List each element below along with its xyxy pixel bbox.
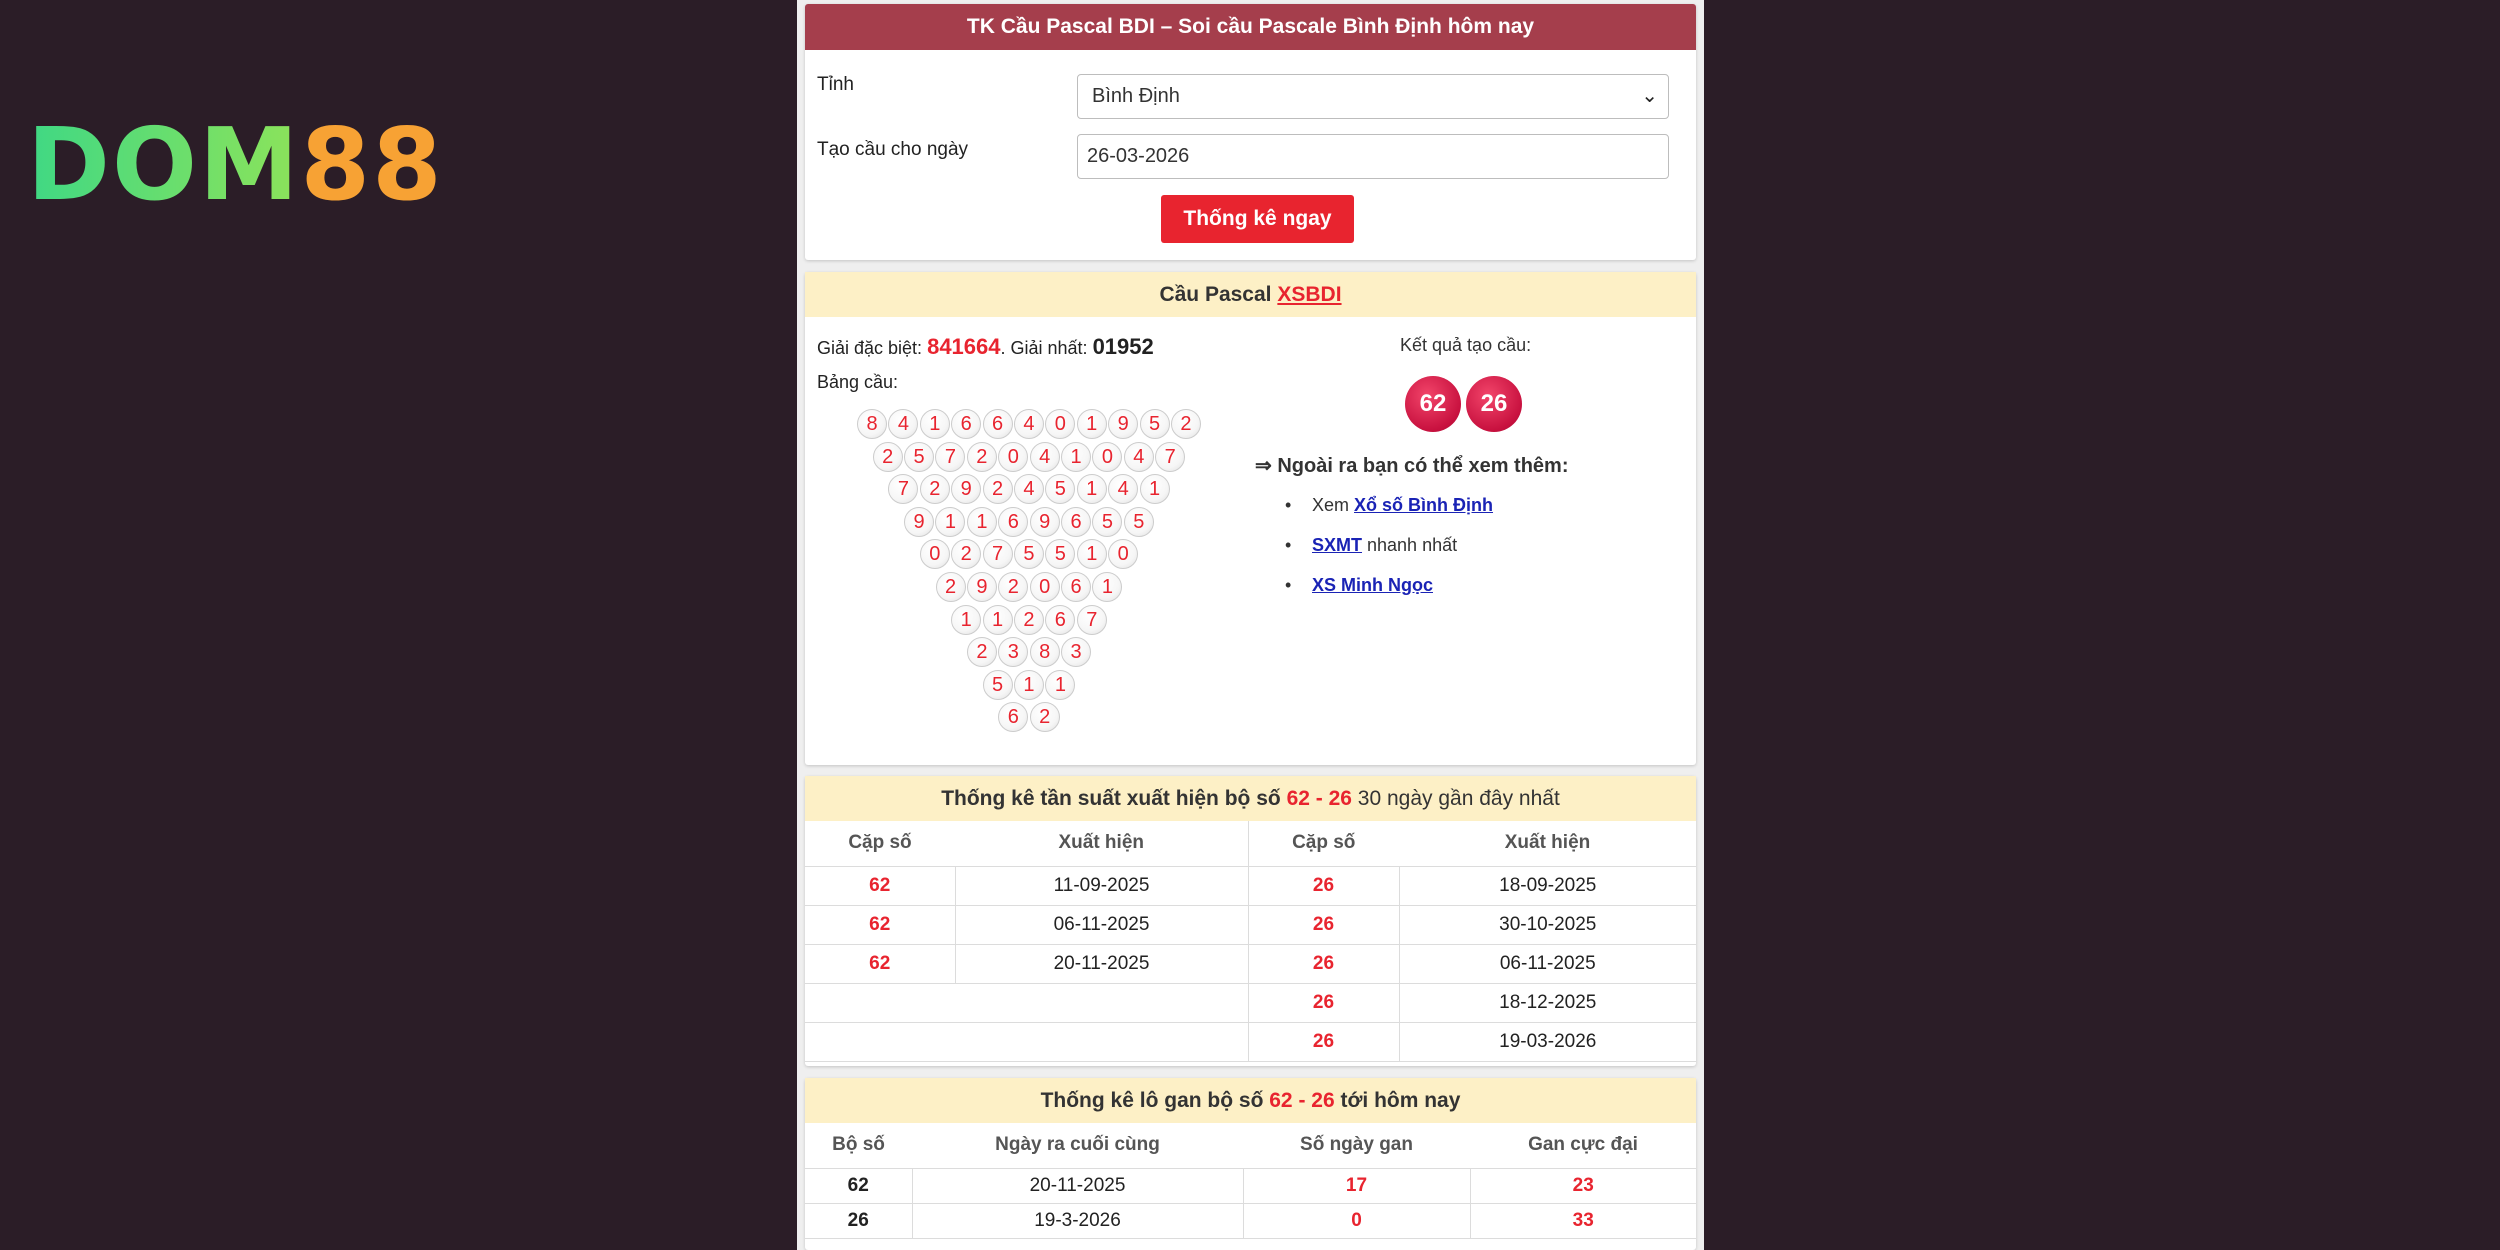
triangle-ball: 5 [1140, 409, 1170, 439]
pair-cell: 26 [1248, 1022, 1399, 1061]
triangle-row [873, 442, 1187, 472]
triangle-ball: 1 [983, 605, 1013, 635]
triangle-ball: 6 [983, 409, 1013, 439]
column-header: Xuất hiện [955, 821, 1248, 866]
gan-days-cell: 0 [1243, 1203, 1470, 1238]
more-title: ⇒ Ngoài ra bạn có thể xem thêm: [1255, 455, 1569, 477]
triangle-ball: 1 [1077, 409, 1107, 439]
triangle-ball: 5 [1045, 474, 1075, 504]
bo-so-cell: 62 [805, 1168, 912, 1203]
pascal-title [805, 272, 1696, 317]
triangle-row [967, 637, 1093, 667]
triangle-ball: 7 [888, 474, 918, 504]
frequency-card [805, 776, 1696, 1066]
sxmt-link[interactable]: SXMT [1312, 535, 1363, 555]
triangle-ball: 7 [1077, 605, 1107, 635]
province-value: Bình Định [1092, 85, 1180, 107]
last-date-cell: 20-11-2025 [912, 1168, 1243, 1203]
triangle-ball: 5 [1092, 507, 1122, 537]
pair-cell: 26 [1248, 983, 1399, 1022]
special-value: 841664 [927, 334, 1001, 359]
triangle-ball: 7 [1155, 442, 1185, 472]
lo-gan-card [805, 1078, 1696, 1250]
triangle-ball: 2 [920, 474, 950, 504]
empty-cell [805, 1022, 1248, 1061]
link-prefix: Xem [1312, 495, 1355, 515]
list-item [1285, 575, 1493, 615]
pair-cell: 26 [1248, 866, 1399, 905]
logo-text-dom: DOM [27, 106, 301, 223]
pascal-result-card [805, 272, 1696, 765]
triangle-ball: 1 [1045, 670, 1075, 700]
pascal-title-text: Cầu Pascal [1159, 283, 1272, 306]
province-row [817, 74, 1669, 119]
column-header: Gan cực đại [1470, 1123, 1696, 1168]
date-cell: 18-09-2025 [1399, 866, 1696, 905]
table-row [805, 944, 1696, 983]
triangle-ball: 1 [1014, 670, 1044, 700]
triangle-ball: 0 [1108, 539, 1138, 569]
triangle-ball: 1 [1077, 474, 1107, 504]
gan-title [805, 1078, 1696, 1123]
triangle-ball: 0 [920, 539, 950, 569]
xsbdi-link[interactable]: XSBDI [1277, 283, 1342, 306]
gan-title-pair: 62 - 26 [1269, 1089, 1335, 1112]
special-label: Giải đặc biệt: [817, 338, 923, 358]
table-row [805, 905, 1696, 944]
prize-line [817, 334, 1154, 360]
submit-button[interactable]: Thống kê ngay [1161, 195, 1354, 243]
triangle-ball: 9 [904, 507, 934, 537]
date-cell: 20-11-2025 [955, 944, 1248, 983]
gan-table [805, 1123, 1696, 1239]
triangle-ball: 1 [1092, 572, 1122, 602]
triangle-ball: 1 [967, 507, 997, 537]
column-header: Cặp số [805, 821, 955, 866]
logo-text-88: 88 [300, 106, 444, 223]
column-header: Số ngày gan [1243, 1123, 1470, 1168]
triangle-row [936, 572, 1124, 602]
form-title: TK Cầu Pascal BDI – Soi cầu Pascale Bình Định hôm nay [805, 4, 1696, 50]
gan-title-suffix: tới hôm nay [1334, 1089, 1461, 1112]
triangle-ball: 1 [1140, 474, 1170, 504]
frequency-title [805, 776, 1696, 821]
triangle-ball: 9 [1108, 409, 1138, 439]
triangle-ball: 0 [1030, 572, 1060, 602]
triangle-ball: 6 [1045, 605, 1075, 635]
pair-cell: 62 [805, 866, 955, 905]
triangle-ball: 1 [951, 605, 981, 635]
last-date-cell: 19-3-2026 [912, 1203, 1243, 1238]
frequency-title-pair: 62 - 26 [1286, 787, 1352, 810]
empty-cell [805, 983, 1248, 1022]
frequency-table [805, 821, 1696, 1062]
triangle-ball: 4 [1030, 442, 1060, 472]
triangle-ball: 2 [1030, 702, 1060, 732]
triangle-row [983, 670, 1077, 700]
triangle-ball: 4 [1014, 474, 1044, 504]
chevron-down-icon: ⌄ [1641, 85, 1658, 107]
more-links-list [1285, 495, 1493, 615]
frequency-title-prefix: Thống kê tần suất xuất hiện bộ số [941, 787, 1287, 810]
bang-cau-label: Bảng cầu: [817, 372, 899, 392]
triangle-ball: 9 [1030, 507, 1060, 537]
link-suffix: nhanh nhất [1362, 535, 1458, 555]
bo-so-cell: 26 [805, 1203, 912, 1238]
triangle-ball: 2 [951, 539, 981, 569]
triangle-ball: 1 [920, 409, 950, 439]
triangle-ball: 5 [1014, 539, 1044, 569]
pascal-form-card [805, 4, 1696, 260]
dom88-logo [27, 106, 444, 223]
triangle-ball: 6 [998, 507, 1028, 537]
xo-so-binh-dinh-link[interactable]: Xổ số Bình Định [1354, 495, 1494, 515]
date-cell: 18-12-2025 [1399, 983, 1696, 1022]
triangle-ball: 4 [888, 409, 918, 439]
table-row [805, 866, 1696, 905]
triangle-row [857, 409, 1202, 439]
date-cell: 11-09-2025 [955, 866, 1248, 905]
column-header: Cặp số [1248, 821, 1399, 866]
triangle-ball: 4 [1124, 442, 1154, 472]
triangle-ball: 6 [998, 702, 1028, 732]
date-cell: 19-03-2026 [1399, 1022, 1696, 1061]
date-cell: 06-11-2025 [1399, 944, 1696, 983]
table-row [805, 1168, 1696, 1203]
list-item [1285, 535, 1493, 575]
frequency-title-suffix: 30 ngày gần đây nhất [1351, 787, 1560, 810]
date-row [817, 128, 1669, 173]
triangle-ball: 1 [1061, 442, 1091, 472]
triangle-ball: 2 [873, 442, 903, 472]
triangle-ball: 7 [983, 539, 1013, 569]
column-header: Xuất hiện [1399, 821, 1696, 866]
triangle-ball: 4 [1108, 474, 1138, 504]
province-label: Tỉnh [817, 74, 854, 95]
table-row [805, 983, 1696, 1022]
triangle-ball: 2 [1014, 605, 1044, 635]
result-ball: 62 [1405, 376, 1461, 432]
triangle-ball: 5 [1124, 507, 1154, 537]
triangle-ball: 0 [998, 442, 1028, 472]
triangle-ball: 5 [1045, 539, 1075, 569]
triangle-ball: 8 [857, 409, 887, 439]
date-value: 26-03-2026 [1087, 145, 1190, 167]
triangle-ball: 2 [936, 572, 966, 602]
pair-cell: 62 [805, 905, 955, 944]
main-panel [797, 0, 1704, 1250]
triangle-ball: 1 [935, 507, 965, 537]
table-header-row [805, 821, 1696, 866]
pair-cell: 62 [805, 944, 955, 983]
triangle-row [920, 539, 1140, 569]
first-value: 01952 [1092, 334, 1154, 359]
triangle-ball: 9 [967, 572, 997, 602]
triangle-ball: 0 [1092, 442, 1122, 472]
table-header-row [805, 1123, 1696, 1168]
triangle-ball: 3 [1061, 637, 1091, 667]
max-gan-cell: 23 [1470, 1168, 1696, 1203]
triangle-ball: 7 [935, 442, 965, 472]
triangle-ball: 0 [1045, 409, 1075, 439]
triangle-ball: 6 [1061, 507, 1091, 537]
triangle-ball: 1 [1077, 539, 1107, 569]
max-gan-cell: 33 [1470, 1203, 1696, 1238]
date-label: Tạo cầu cho ngày [817, 139, 969, 160]
triangle-ball: 9 [951, 474, 981, 504]
date-cell: 30-10-2025 [1399, 905, 1696, 944]
triangle-ball: 2 [1171, 409, 1201, 439]
triangle-ball: 4 [1014, 409, 1044, 439]
triangle-row [951, 605, 1108, 635]
result-label: Kết quả tạo cầu: [1400, 335, 1532, 355]
triangle-ball: 2 [967, 442, 997, 472]
triangle-ball: 8 [1030, 637, 1060, 667]
gan-days-cell: 17 [1243, 1168, 1470, 1203]
list-item [1285, 495, 1493, 535]
triangle-ball: 2 [983, 474, 1013, 504]
triangle-ball: 3 [998, 637, 1028, 667]
column-header: Bộ số [805, 1123, 912, 1168]
triangle-row [904, 507, 1155, 537]
pair-cell: 26 [1248, 905, 1399, 944]
triangle-ball: 2 [998, 572, 1028, 602]
triangle-ball: 5 [983, 670, 1013, 700]
triangle-ball: 6 [1061, 572, 1091, 602]
gan-title-prefix: Thống kê lô gan bộ số [1040, 1089, 1270, 1112]
pair-cell: 26 [1248, 944, 1399, 983]
province-select[interactable] [1077, 74, 1669, 119]
date-input[interactable] [1077, 134, 1669, 179]
date-cell: 06-11-2025 [955, 905, 1248, 944]
triangle-ball: 5 [904, 442, 934, 472]
result-ball: 26 [1466, 376, 1522, 432]
triangle-row [888, 474, 1171, 504]
triangle-row [998, 702, 1061, 732]
xs-minh-ngoc-link[interactable]: XS Minh Ngọc [1312, 575, 1433, 595]
triangle-ball: 2 [967, 637, 997, 667]
table-row [805, 1203, 1696, 1238]
table-row [805, 1022, 1696, 1061]
column-header: Ngày ra cuối cùng [912, 1123, 1243, 1168]
triangle-ball: 6 [951, 409, 981, 439]
first-label: . Giải nhất: [1000, 338, 1088, 358]
